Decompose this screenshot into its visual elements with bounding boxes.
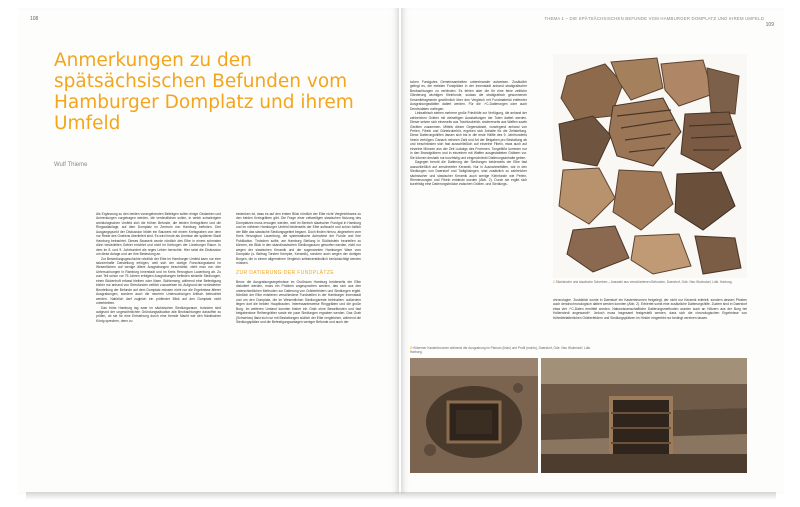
figure-caption-1 <box>553 280 747 294</box>
figure-caption-2 <box>410 346 600 356</box>
paragraph: Als Ergänzung zu den beiden vorangehenden Beiträgen sollen einige Gedanken und Anmerkungen vorgetragen werden, die verdeutlichen sollen, in welch schwierigem archäologischen Umfeld sich die frühen Befunde, die beiden Kreisgräben und die Ringwallanlage, auf dem Domplatz im Zentrum von Hamburg befinden. Den Ausgangspunkt der Diskussion bildet ein Bauwerk mit einem Kreisgraben von dem nur Reste des Grabens überliefert sind. Es wird heute als Umrisse der späteren Stadt Hamburg betrachtet. Dieses Bauwerk wurde nördlich des Elbe in einem schmalen dünn besiedelten Gebiet errichtet und nicht im Kerbogen der Lüneburger Raum. In dem im 8. und 9. Jahrhundert als reges Leben herrschte. Hier setzt die Diskussion um diese Anlage und um ihre Bedeutung an. <box>96 212 221 257</box>
paragraph: bedenken ist, dass es auf den ersten Blick nördlich der Elbe nicht Vergleichbares zu den beiden Kreisgräben gibt. Die Frage einer zeitweiligen slawischen Nutzung des Domplatzes muss erwogen werden, weil im Bereich slawischer Fundgut in Hamburg und im näheren Hamburger Umfeld beiderseits der Elbe auftaucht und schon östlich der Bille das slawische Siedlungsgebiet begann. Doch finden hierzu, abgesehen vom Kreis Herzogtum Lauenburg, die systematische Aufnahme der Funde und ihre Publikation. Trotzdem sollte, am Hamburg Stellung in Südholstein beurteilen zu können, ein Blick in den skandinavischen Siedlungsraum geworfen werden, nicht nur wegen der slawischen Keramik und der sogenannten Hamburger Ware vom Domplatz (s. Beitrag Torsten Kempke, Keramik), sondern auch wegen der dortigen Burgen, die in einem allgemeinen Vergleich selbstverständlich berücksichtigt werden müssen. <box>236 212 361 265</box>
paragraph: schen Fundgutes Gemeinsamkeiten untereinander aufweisen. Zusätzlich gelingt es, die meisten Fundplätze in der Innenstadt anhand stratigrafischer Beobachtungen zu verbinden. Es fehlen aber die für eine feine zeitliche Gliederung wichtigen Kleinfunde, sodass die stratigrafisch gewonnenen Keramikfragmente gewöhnlich über den Vergleich mit Fundmaterial entfernter Ausgrabungsstätten datiert werden. Für die ¹⁴C-Datierungen oder auch Dendrodaten vorliegen. <box>410 80 527 111</box>
author-name: Wulf Thieme <box>54 162 88 168</box>
paragraph: Zur Besiedlungsgeschichte nördlich der Elbe im Hamburger Umfeld kann nur eine skizzenhafte Darstellung erfolgen, weil sich der dortige Forschungsstand im Wesentlichen auf wenige ältere Ausgrabungen beschränkt, zieht man von den Untersuchungen in Ramburg Innerstadt und im Kreis Herzogtum Lauenburg ab. Zu zum Teil schon vor 75 Jahren erfolgten Ausgrabungen befinden sieizeile Siedlungen, einen Bickenhoft erfasst bleiben oder lösen. Bohlenweg, während eine Befestigung bisher nur anhand von Streufunden zeitlich zuzuweisen ist. Aufgrund der veränderten Beurteilung der Befunde auf dem Domplatz müssen nicht nur die Ergebnisse älterer Ausgrabungen, sondern auch die neueren Untersuchungen kritisch beleuchtet werden. Natürlich darf zugleich ein prüfender Blick auf den Domplatz nicht unterbleiben. <box>96 256 221 306</box>
page-shadow <box>26 492 776 500</box>
caption-text: Sächsische und slawische Scherben – Auswahl aus verschiedenen Befunden, Daerstorf, Gde. Neu Wulmstorf, Ldkr. Harburg. <box>555 280 733 284</box>
pottery-sherds-photo <box>553 54 747 278</box>
paragraph: Dagegen beruht die Datierung der Siedlungen beiderseits der Elbe fast ausschließlich auf zerscherbter Keramik. Nur in Ausnahmefällen, wie in den Siedlungen von Daerstorf und Todtglüsingen, sind zusätzlich zu zahlreicher sächsischer und slawischer Keramik auch wenige Kleinfunde wie Perlen, Riemenzungen und Fibeln entdeckt worden (Abb. 2). Durch sie ergibt sich kurzfristig eine Datierungsbrücke zwischen Gräber- und Siedlungs- <box>410 160 527 187</box>
paragraph: Linkselbisch stehen mehrere große Friedhöfe zur Verfügung, die anhand der zahlreichen Gräber mit vielseitigen Ausstattungen der Toten datiert werden. Dieser setzen sich einerseits aus Trachtzubehör, andererseits aus Waffen sowie Geräten zusammen. Mittels dieser Gegenstände, vorwiegend anhand von Perlen, Fibeln und Gürtelzubehör, ergeben sich Anhalte für die Zeitstellung. Diese Datierungshilfen lassen sich bis in die erste Hälfte des 9. Jahrhunderts hinein verfolgen. Danach nehmen Zahl und Art der Beigaben pro Bestattung ab und beschränken sich fast ausschließlich auf einzelne Fibeln, etwa auch auf einzelne Münzen aus der Zeit Ludwigs des Frommen. Tongefäße kommen nur in den Brandgräbern und in einzelnen mit Waffen ausgestatteten Gräbern vor. Sie können deshalb nur kurzfristig und eingeschränkt Datierungsanhalte geben. <box>410 111 527 160</box>
right-column-1 <box>410 80 527 346</box>
page-number-right: 109 <box>765 22 774 28</box>
section-heading: ZUR DATIERUNG DER FUNDPLÄTZE <box>236 270 335 277</box>
paragraph: Das frühe Hamburg lag zwar im sächsischen Siedlungsraum, trotzdem sind aufgrund der ungewöhnlichen Gründungssituation alle Beobachtungen daraufhin zu prüfen, ob sie für eine Entstehung durch eine fremde Macht wie den fränkischen König sprechen, denn zu <box>96 305 221 323</box>
left-page <box>18 8 399 494</box>
excavation-planum-illustration <box>410 358 538 473</box>
figure-number: 1 <box>553 280 555 284</box>
right-page <box>401 8 784 494</box>
left-column-1 <box>96 212 221 484</box>
well-excavation-profile-photo <box>541 358 747 473</box>
paragraph: Bevor die Ausgrabungsergebnisse im Großraum Hamburg beiderseits der Elbe diskutiert werden, muss ein Problem angesprochen werden, das sich aus den unterschiedlichen Methoden zur Datierung von Gräberfeldern und Siedlungen ergibt. Nördlich der Elbe existieren verschiedene Fundstellen in der Hamburger Innenstadt und um den Domplatz, die im Wesentlichen Siedlungsreste beinhalten: außerdem liegen dort die beiden Hauptbauten. Interessanterweise Ringgräben und die große Burg. Im weiteren Umland konnten bisher ein Grab ohne Beweifunden und fast beigabenlose Reihengräber sowie ein paar Siedlungen ergraben werden. Das Grab (Schwelow) lässt sich nur mit Bestattungen südlich der Elbe vergleichen, während die Siedlungsplätze und die Befestigungsanlagen weniger Befunde und auch der <box>236 279 361 324</box>
figure-number: 2 <box>410 346 412 350</box>
right-column-2 <box>553 298 747 344</box>
well-excavation-planum-photo <box>410 358 538 473</box>
paragraph: chronologie³. Zusätzlich wurde in Daerstorf ein Kastenbrunnen freigelegt, der nicht nur Keramik enthielt, sondern dessen Pfosten auch dendrochronologisch datiert werden konnten (Abb. 2). Erbiertet somit eine zusätzliche Datierungshilfe. Zudem sind in Daerstorf etwa vier ¹⁴C-Daten ermittelt worden. Naturwissenschaftliche Datierungsmethoden wurden auch an Hölzern aus der Burg bei Hollenstedt angewandt⁴. Jedoch muss insgesamt festgestellt werden, dass sich die chronologischen Ergebnisse von frühmittelalterlichen Gräberfeldern und Siedlungsplätzen im Hinder eingeebbt nur bedingt vereinen lassen. <box>553 298 747 320</box>
running-head: THEMA 1 – DIE SPÄTSÄCHSISCHEN BEFUNDE VOM HAMBURGER DOMPLATZ UND IHREM UMFELD <box>544 16 764 21</box>
caption-text: Hölzerner Kastenbrunnen während der Ausgrabung im Planum (links) und Profil (rechts), Daerstorf, Gde. Neu Wulmstorf, Ldkr. Harburg. <box>410 346 592 354</box>
excavation-profile-illustration <box>541 358 747 473</box>
pottery-sherds-illustration <box>553 54 747 278</box>
book-spread <box>18 8 784 494</box>
left-column-2 <box>236 212 361 484</box>
page-number-left: 108 <box>30 16 39 22</box>
article-title: Anmerkungen zu den spätsächsischen Befunden vom Hamburger Domplatz und ihrem Umfeld <box>54 50 354 134</box>
